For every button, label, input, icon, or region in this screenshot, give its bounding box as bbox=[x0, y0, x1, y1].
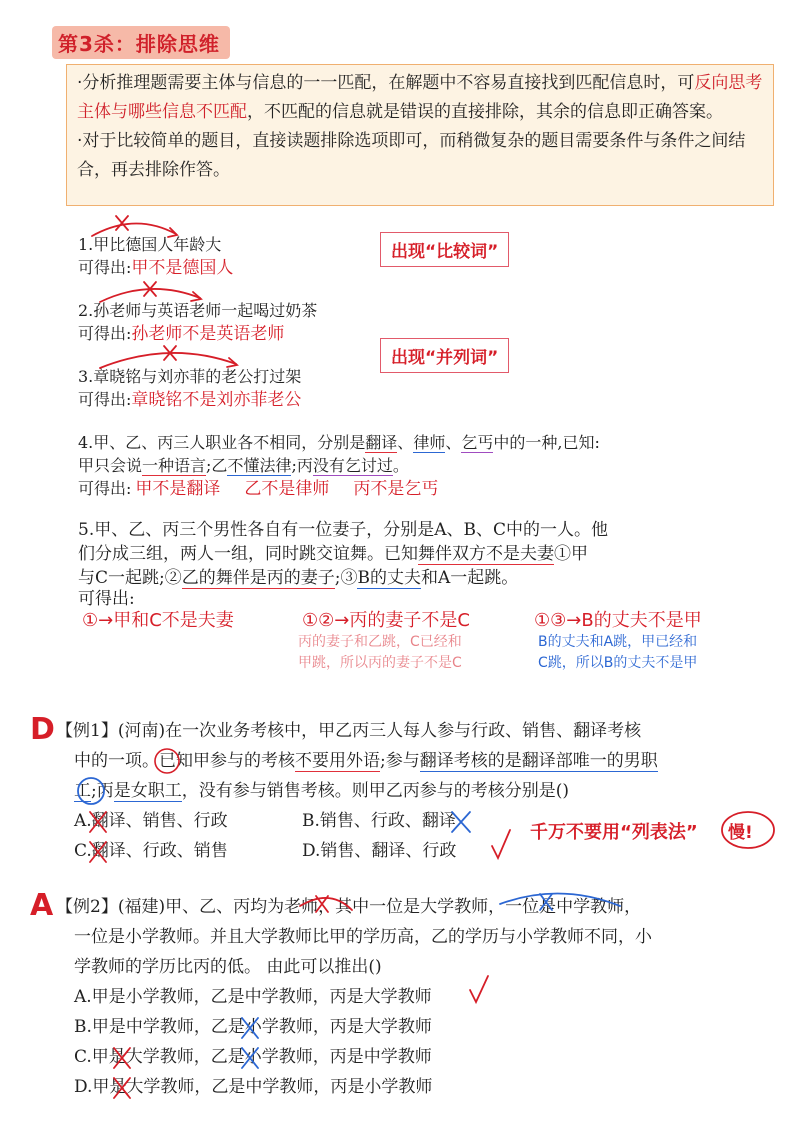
ex1-option-a: A.翻译、销售、行政 bbox=[74, 811, 228, 831]
label-parallel-words: 出现“并列词” bbox=[380, 338, 509, 373]
item-5-result-2-note-2: 甲跳，所以丙的妻子不是C bbox=[298, 655, 462, 671]
item-5-result-2-note-1: 丙的妻子和乙跳，C已经和 bbox=[298, 634, 462, 650]
ex2-option-d: D.甲是大学教师，乙是中学教师，丙是小学教师 bbox=[74, 1077, 433, 1097]
item-5-result-prefix: 可得出: bbox=[78, 589, 135, 609]
item-3-statement: 3.章晓铭与刘亦菲的老公打过架 bbox=[78, 367, 302, 386]
ex1-line-1: 【例1】(河南)在一次业务考核中，甲乙丙三人每人参与行政、销售、翻译考核 bbox=[56, 721, 642, 741]
item-2-statement: 2.孙老师与英语老师一起喝过奶茶 bbox=[78, 301, 318, 320]
section-title: 第3杀：排除思维 bbox=[52, 26, 230, 59]
ex1-note: 千万不要用“列表法” bbox=[530, 822, 698, 843]
item-5-result-3-note-2: C跳，所以B的丈夫不是甲 bbox=[538, 655, 698, 671]
ex2-option-a: A.甲是小学教师，乙是中学教师，丙是大学教师 bbox=[74, 987, 432, 1007]
ex1-answer-mark: D bbox=[30, 712, 55, 747]
ex2-option-a-check bbox=[470, 976, 488, 1002]
ex2-option-c: C.甲是大学教师，乙是小学教师，丙是中学教师 bbox=[74, 1047, 432, 1067]
ex2-line-2: 一位是小学教师。并且大学教师比甲的学历高，乙的学历与小学教师不同，小 bbox=[74, 927, 652, 947]
ex1-option-d: D.销售、翻译、行政 bbox=[302, 841, 457, 861]
ex2-line-1: 【例2】(福建)甲、乙、丙均为老师，其中一位是大学教师，一位是中学教师， bbox=[56, 897, 642, 917]
item-1-result: 可得出:甲不是德国人 bbox=[78, 258, 234, 278]
ex1-circled-bing: 丙 bbox=[96, 781, 114, 801]
item-5-result-2: ①②→丙的妻子不是C bbox=[302, 610, 470, 631]
ex1-line-3: 工;丙是女职工，没有参与销售考核。则甲乙丙参与的考核分别是() bbox=[74, 781, 569, 801]
ex1-option-c: C.翻译、行政、销售 bbox=[74, 841, 228, 861]
item-5-line-1: 5.甲、乙、丙三个男性各自有一位妻子，分别是A、B、C中的一人。他 bbox=[78, 520, 608, 540]
item-3-result: 可得出:章晓铭不是刘亦菲老公 bbox=[78, 390, 302, 410]
item-4-line-2: 甲只会说一种语言;乙不懂法律;丙没有乞讨过。 bbox=[78, 456, 409, 475]
item-2-cross bbox=[144, 282, 156, 296]
tip-highlight: 反向思考主体与哪些信息不匹配 bbox=[77, 73, 763, 122]
item-2-result: 可得出:孙老师不是英语老师 bbox=[78, 324, 285, 344]
item-5-result-3: ①③→B的丈夫不是甲 bbox=[534, 610, 702, 631]
ex1-circled-jia: 甲 bbox=[193, 751, 210, 771]
ex2-option-b: B.甲是中学教师，乙是小学教师，丙是大学教师 bbox=[74, 1017, 432, 1037]
item-5-result-1: ①→甲和C不是夫妻 bbox=[82, 610, 234, 631]
tip-box bbox=[66, 64, 774, 206]
tip-paragraph-1: ·分析推理题需要主体与信息的一一匹配，在解题中不容易直接找到匹配信息时，可反向思考主体与哪些信息不匹配，不匹配的信息就是错误的直接排除，其余的信息即正确答案。 bbox=[77, 73, 763, 122]
ex1-note-circle: 慢! bbox=[728, 823, 753, 843]
tip-paragraph-2: ·对于比较简单的题目，直接读题排除选项即可，而稍微复杂的题目需要条件与条件之间结合，再去排除作答。 bbox=[77, 131, 746, 180]
item-3-cross bbox=[164, 346, 176, 360]
item-5-line-2: 们分成三组，两人一组，同时跳交谊舞。已知舞伴双方不是夫妻①甲 bbox=[78, 544, 588, 564]
ex1-option-d-check bbox=[492, 830, 510, 858]
ex1-option-b: B.销售、行政、翻译 bbox=[302, 811, 456, 831]
item-5-line-3: 与C一起跳;②乙的舞伴是丙的妻子;③B的丈夫和A一起跳。 bbox=[78, 568, 519, 588]
ex2-answer-mark: A bbox=[30, 888, 54, 923]
ex2-line-3: 学教师的学历比丙的低。 由此可以推出() bbox=[74, 957, 382, 977]
label-compare-words: 出现“比较词” bbox=[380, 232, 509, 267]
ex1-line-2: 中的一项。已知甲参与的考核不要用外语;参与翻译考核的是翻译部唯一的男职 bbox=[74, 751, 658, 771]
item-4-line-1: 4.甲、乙、丙三人职业各不相同，分别是翻译、律师、乞丐中的一种,已知: bbox=[78, 433, 600, 452]
item-4-result: 可得出: 甲不是翻译 乙不是律师 丙不是乞丐 bbox=[78, 479, 439, 499]
item-5-result-3-note-1: B的丈夫和A跳，甲已经和 bbox=[538, 634, 698, 650]
item-1-cross bbox=[116, 216, 128, 230]
item-1-statement: 1.甲比德国人年龄大 bbox=[78, 235, 222, 254]
